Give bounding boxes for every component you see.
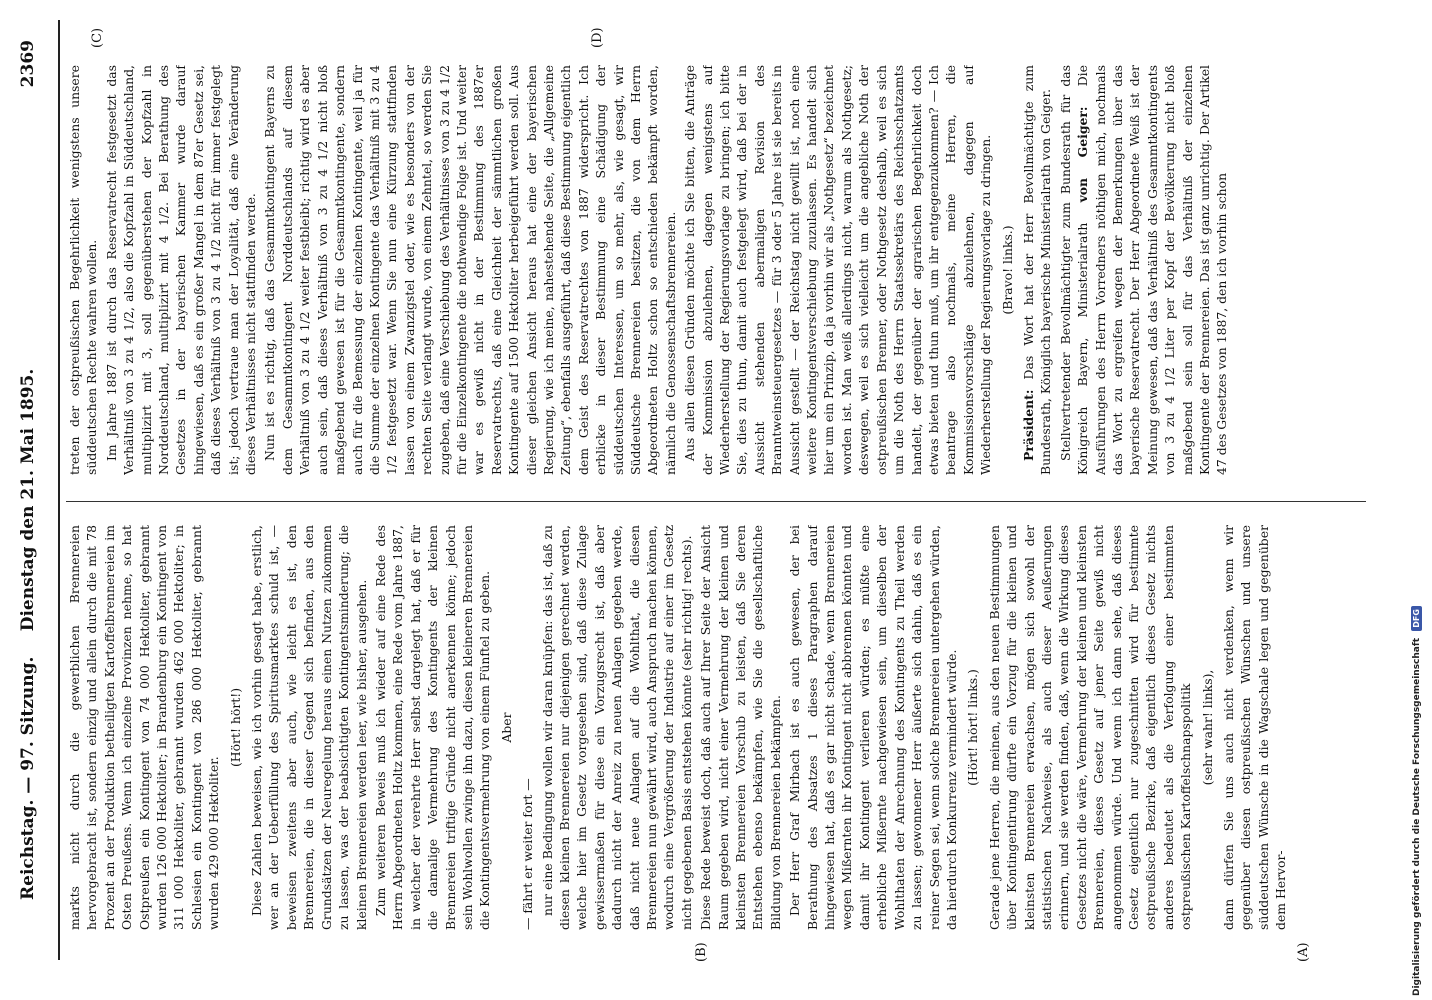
paragraph: dann dürfen Sie uns auch nicht verdenken, wenn wir gegenüber diesen ostpreußischen Wünschen und unsere süddeutschen Wünsche in die Wagschale legen und gegenüber dem Hervor-	[1221, 525, 1289, 930]
paragraph: Zum weiteren Beweis muß ich wieder auf eine Rede des Herrn Abgeordneten Holtz kommen, eine Rede vom Jahre 1887, in welcher der verehrte Herr selbst dargelegt hat, daß er für die damalige Vermehrung des Kontingents der kleinen Brennereien triftige Gründe nicht anerkennen könne; jedoch sein Wohlwollen zwinge ihn dazu, diesen kleineren Brennereien die Kontingentsvermehrung von einem Fünftel zu geben.	[372, 525, 493, 930]
speaker-title: Stellvertretender Bevollmächtigter zum Bundesrath für das Königreich Bayern, Ministerialrath	[1057, 65, 1091, 475]
interjection: (Hört! hört! links.)	[965, 669, 981, 786]
paragraph: Gerade jene Herren, die meinen, aus den neuen Bestimmungen über Kontingentirung dürfte ein Vorzug für die kleinen und kleinsten Brennereien erwachsen, mögen sich sowohl der statistischen Nachweise, als auch dieser Aeußerungen erinnern, und sie werden finden, daß, wenn die Wirkung dieses Gesetzes nicht die wäre, Vermehrung der kleinen und kleinsten Brennereien, dieses Gesetz auf jener Seite gewiß nicht angenommen würde. Und wenn ich dann sehe, daß dieses Gesetz eigentlich nur zugeschnitten wird für bestimmte ostpreußische Bezirke, daß eigentlich dieses Gesetz nichts anderes bedeutet als die Verfolgung einer bestimmten ostpreußischen Kartoffelschnapspolitik	[986, 525, 1194, 930]
footer-credit: Digitalisierung gefördert durch die Deutsche Forschungsgemeinschaft	[1412, 637, 1422, 996]
margin-marker-b: (B)	[694, 942, 709, 962]
margin-marker-c: (C)	[90, 27, 105, 48]
paragraph: treten der ostpreußischen Begehrlichkeit wenigstens unsere süddeutschen Rechte wahren wollen.	[67, 65, 100, 475]
margin-marker-a: (A)	[1296, 942, 1311, 962]
paragraph: markts nicht durch die gewerblichen Brennereien hervorgebracht ist, sondern einzig und allein durch die mit 78 Prozent an der Produktion betheiligten Kartoffelbrennereien im Osten Preußens. Wenn ich einzelne Provinzen nehme, so hat Ostpreußen ein Kontingent von 74 000 Hektoliter, gebrannt wurden 126 000 Hektoliter; in Brandenburg ein Kontingent von 311 000 Hektoliter, gebrannt wurden 462 000 Hektoliter; in Schlesien ein Kontingent von 286 000 Hektoliter, gebrannt wurden 429 000 Hektoliter.	[67, 525, 222, 930]
paragraph: Diese Rede beweist doch, daß auch auf Ihrer Seite der Ansicht Raum gegeben wird, nicht einer Vermehrung der kleinen und kleinsten Brennereien Vorschub zu leisten, daß Sie deren Entstehen ebenso bekämpfen, wie Sie die gesellschaftliche Bildung von Brennereien bekämpfen.	[698, 525, 783, 930]
interjection: (sehr wahr! links),	[1199, 669, 1215, 786]
text-column-right	[66, 65, 1366, 475]
paragraph: Der Herr Graf Mirbach ist es auch gewesen, der bei Berathung des Absatzes 1 dieses Paragraphen darauf hingewiesen hat, daß es gar nicht schade, wenn Brennereien wegen Mißernten ihr Kontingent nicht abbrennen könnten und damit ihr Kontingent verlieren würden; es müßte eine erhebliche Mißernte nachgewiesen sein, um dieselben der Wohlthaten der Anrechnung des Kontingents zu Theil werden zu lassen; gewonnener Herr äußerte sich dahin, daß es ein reiner Segen sei, wenn solche Brennereien untergehen würden, da hierdurch Konkurrenz vermindert würde.	[787, 525, 959, 930]
column-divider	[66, 501, 1366, 502]
paragraph: — fährt er weiter fort —	[520, 778, 536, 930]
paragraph	[1020, 65, 1055, 475]
header-date: Dienstag den 21. Mai 1895.	[18, 368, 38, 632]
paragraph: Aus allen diesen Gründen möchte ich Sie bitten, die Anträge der Kommission abzulehnen, dagegen wenigstens auf Wiederherstellung der Regierungsvorlage zu bringen; ich bitte Sie, dies zu thun, damit auch festgelegt wird, daß bei der in Aussicht stehenden abermaligen Revision des Branntweinsteuergesetzes — für 3 oder 5 Jahre ist sie bereits in Aussicht gestellt — der Reichstag nicht gewillt ist, noch eine weitere Kontingentsverschiebung zuzulassen. Es handelt sich hier um ein Prinzip, da ja vorhin wir als „Nothgesetz“ bezeichnet worden ist. Man weiß allerdings nicht, warum als Nothgesetz; deswegen, weil es sich vielleicht um die angebliche Noth der ostpreußischen Brenner, oder Nothgesetz deshalb, weil es sich um die Noth des Herrn Staatssekretärs des Reichsschatzamts handelt, der gegenüber der agrarischen Begehrlichkeit doch etwas bieten und thun muß, um ihr entgegenzukommen? — Ich beantrage also nochmals, meine Herren, die Kommissionsvorschläge abzulehnen, dagegen auf Wiederherstellung der Regierungsvorlage zu dringen.	[682, 65, 994, 475]
text-column-left	[66, 525, 1366, 930]
margin-marker-d: (D)	[590, 27, 605, 48]
speaker-name: von Geiger:	[1075, 106, 1091, 203]
paragraph: Im Jahre 1887 ist durch das Reservatrecht festgesetzt das Verhältniß von 3 zu 4 1/2, also die Kopfzahl in Süddeutschland, multiplizirt mit 3, soll gegenüberstehen der Kopfzahl in Norddeutschland, multiplizirt mit 4 1/2. Bei Berathung des Gesetzes in der bayerischen Kammer wurde darauf hingewiesen, daß es ein großer Mangel in dem 87er Gesetz sei, daß dieses Verhältniß von 3 zu 4 1/2 nicht für immer festgelegt ist; jedoch vertraue man der Loyalität, daß eine Veränderung dieses Verhältnisses nicht stattfinden werde.	[103, 65, 259, 475]
paragraph: Nun ist es richtig, daß das Gesammtkontingent Bayerns zu dem Gesammtkontingent Norddeutschlands auf diesem Verhältniß von 3 zu 4 1/2 weiter festbleibt; richtig wird es aber auch sein, daß dieses Verhältniß von 3 zu 4 1/2 nicht bloß maßgebend gewesen ist für die Gesammtkontingente, sondern auch für die Bemessung der einzelnen Kontingente, weil ja für die Summe der einzelnen Kontingente das Verhältniß mit 3 zu 4 1/2 festgesetzt war. Wenn Sie nun eine Kürzung stattfinden lassen von einem Zwanzigstel oder, wie es besonders von der rechten Seite verlangt wurde, von einem Zehntel, so werden Sie zugeben, daß eine Verschiebung des Verhältnisses von 3 zu 4 1/2 für die Einzelkontingente die nothwendige Folge ist. Und weiter war es gewiß nicht in der Bestimmung des 1887er Reservatrechts, daß eine Gleichheit der sämmtlichen großen Kontingente auf 1500 Hektoliter herbeigeführt werden soll. Aus dieser gleichen Ansicht heraus hat eine der bayerischen Regierung, wie ich meine, nahestehende Seite, die „Allgemeine Zeitung“, ebenfalls ausgeführt, daß diese Bestimmung eigentlich dem Geist des Reservatrechtes von 1887 widerspricht. Ich erblicke in dieser Bestimmung eine Schädigung der süddeutschen Interessen, um so mehr, als, wie gesagt, wir Süddeutsche Brennereien besitzen, die von dem Herrn Abgeordneten Holtz schon so entschieden bekämpft worden, nämlich die Genossenschaftsbrennereien.	[262, 65, 678, 475]
interjection: (Hört! hört!)	[227, 687, 243, 768]
speech-text: Die Ausführungen des Herrn Vorredners nöthigen mich, nochmals das Wort zu ergreifen wegen der Bemerkungen über das bayerische Reservatrecht. Der Herr Abgeordnete Weiß ist der Meinung gewesen, daß das Verhältniß des Gesammtkontingents von 3 zu 4 1/2 Liter per Kopf der Bevölkerung nicht bloß maßgebend sein soll für das Verhältniß der einzelnen Kontingente der Brennereien. Das ist ganz unrichtig. Der Artikel 47 des Gesetzes von 1887, den ich vorhin schon	[1075, 65, 1230, 475]
interjection: (Bravo! links.)	[999, 225, 1015, 315]
footer-strip	[1408, 0, 1430, 1000]
page-number: 2369	[18, 40, 38, 88]
dfg-logo: DFG	[1411, 606, 1422, 631]
paragraph: Aber	[498, 712, 514, 743]
paragraph: Diese Zahlen beweisen, wie ich vorhin gesagt habe, erstlich, wer an der Ueberfüllung des Spiritusmarktes schuld ist, — beweisen zweitens aber auch, wie leicht es ist, den Brennereien, die in dieser Gegend sich befinden, aus den Grundsätzen der Neuregelung heraus einen Nutzen zukommen zu lassen, was der beabsichtigten Kontingentsminderung; die kleinen Brennereien werden leer, wie bisher, ausgehen.	[249, 525, 369, 930]
quotation: nur eine Bedingung wollen wir daran knüpfen: das ist, daß zu diesen kleinen Brennereien nur diejenigen gerechnet werden, welche hier im Gesetz vorgesehen sind, daß diese Zulage gewissermaßen für diese ein Vorzugsrecht ist, daß aber dadurch nicht der Anreiz zu neuen Anlagen gegeben werde, daß nicht neue Anlagen auf die Wohlthat, die diesen Brennereien nun gewährt wird, auch Anspruch machen können, wodurch eine Vergrößerung der Industrie auf einer im Gesetz nicht gegebenen Basis entstehen könnte (sehr richtig! rechts).	[539, 525, 694, 930]
page-header	[8, 40, 48, 960]
speaker-label: Präsident:	[1020, 389, 1036, 461]
speech-text: Das Wort hat der Herr Bevollmächtigte zum Bundesrath, Königlich bayerische Ministerialrath von Geiger.	[1020, 65, 1054, 475]
header-rule	[58, 20, 60, 960]
header-session: Reichstag. — 97. Sitzung.	[18, 656, 38, 900]
paragraph	[1057, 65, 1231, 475]
